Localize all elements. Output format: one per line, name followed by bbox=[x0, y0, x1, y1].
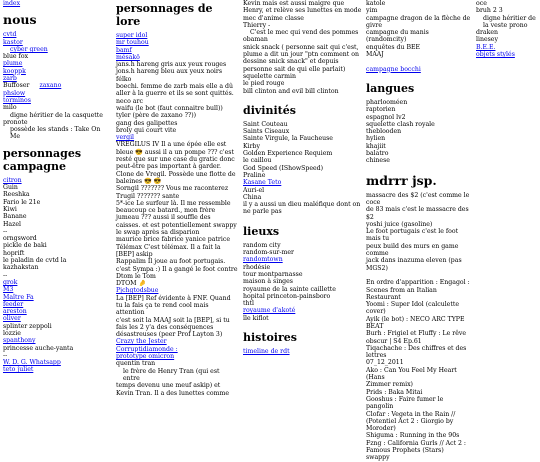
list-link[interactable]: B.E.E. bbox=[476, 43, 496, 51]
list-item: jons.h hareng bleu aux yeux noirs bbox=[116, 68, 223, 76]
list-item: Kevin Tran. Il a des lunettes comme bbox=[116, 389, 230, 397]
list-item: campagne du manis (randomcity) bbox=[366, 29, 429, 44]
list-link[interactable]: cyber green bbox=[10, 45, 48, 53]
heading-lieux: lieuxs bbox=[243, 224, 280, 238]
list-item: milo bbox=[3, 104, 17, 112]
misc-list bbox=[476, 0, 538, 58]
divinites-list bbox=[243, 121, 363, 216]
list-link[interactable]: torminos bbox=[3, 96, 31, 104]
list-item bbox=[366, 272, 471, 279]
heading-mdrrr-jsp: mdrrr jsp. bbox=[366, 172, 437, 188]
list-item: Ayik (le bot) : NECO ARC TYPE bbox=[366, 315, 465, 323]
list-item: peut-être pas important à garder. bbox=[116, 163, 221, 171]
list-item: raptorien bbox=[366, 106, 396, 114]
list-item: tour montparnasse bbox=[243, 270, 303, 278]
list-link[interactable]: Kasane Teto bbox=[243, 179, 282, 187]
list-item: personne sait de qui elle parlait) bbox=[243, 65, 346, 73]
list-item: espagnol lv2 bbox=[366, 113, 406, 121]
list-item: balatro bbox=[366, 150, 389, 158]
list-item: beaucoup ce batard., mon frère bbox=[116, 207, 216, 215]
list-item: yim bbox=[366, 7, 378, 15]
list-item: baleines 😎 😎 bbox=[116, 177, 162, 185]
list-item: Famous Prophets (Stars) bbox=[366, 447, 444, 455]
campaign-list bbox=[3, 177, 111, 374]
list-link[interactable]: M3 bbox=[3, 286, 14, 294]
list-item: [BEP] askip bbox=[116, 250, 153, 258]
list-link[interactable]: spanthony bbox=[3, 337, 36, 345]
list-link[interactable]: timeline de rdt bbox=[243, 347, 290, 355]
list-link[interactable]: feeder bbox=[3, 300, 24, 308]
list-link[interactable]: objets stylés bbox=[476, 51, 515, 59]
list-item: Kiwi bbox=[3, 205, 17, 213]
column-misc bbox=[476, 0, 538, 405]
list-item: chinese bbox=[366, 157, 390, 165]
list-item: resté que sur une case du gratic donc bbox=[116, 156, 235, 164]
list-item: Le foot portugais c'est le foot mais tu bbox=[366, 228, 459, 243]
list-item: bleue 😎 aussi il a un pompe ??? c'est bbox=[116, 148, 234, 156]
list-item: waifu (le bot (faut connaitre bull)) bbox=[116, 104, 223, 112]
list-item: En ordre d'apparition : Engagol : bbox=[366, 279, 470, 287]
list-link[interactable]: areston bbox=[3, 308, 27, 316]
list-item: Buffoser bbox=[3, 82, 30, 90]
list-item: -- bbox=[3, 351, 8, 359]
list-item: Prids : Baka Mitai bbox=[366, 388, 423, 396]
list-item: le swap après sa disparion bbox=[116, 229, 200, 237]
heading-personnages-de-lore: personnages de lore bbox=[116, 2, 213, 28]
list-item: Fzng : California Gurls // Act 2 : bbox=[366, 439, 467, 447]
list-item: fais les 2 y'a des conséquences bbox=[116, 323, 214, 331]
list-link[interactable]: mr touhou bbox=[116, 39, 149, 47]
column-divinites bbox=[243, 0, 363, 405]
list-item: La [BEP] Ref évidente à FNF. Quand bbox=[116, 294, 231, 302]
list-item: -- bbox=[3, 271, 8, 279]
column-nous bbox=[3, 0, 111, 405]
list-item: Kirby bbox=[243, 142, 261, 150]
heading-personnages-campagne: personnages campagne bbox=[3, 146, 82, 173]
list-item: Auri-el bbox=[243, 186, 265, 194]
list-item: BEAT bbox=[366, 322, 384, 330]
list-item: c'est soit la MAAJ soit la [BEP], si tu bbox=[116, 316, 230, 324]
list-link[interactable]: teto juliet bbox=[3, 366, 34, 374]
list-item: draken bbox=[476, 29, 499, 37]
heading-histoires: histoires bbox=[243, 330, 297, 344]
list-item: Golden Experience Requiem bbox=[243, 150, 333, 158]
list-item: orngsword bbox=[3, 235, 37, 243]
list-item: le caillou bbox=[243, 157, 272, 165]
list-item: princesse auche-yanta bbox=[3, 344, 74, 352]
list-item: digne héritier de la veste prono bbox=[483, 14, 536, 29]
list-item: broly qui court vite bbox=[116, 126, 177, 134]
list-link[interactable]: Crazy the Jester bbox=[116, 338, 167, 346]
list-link[interactable]: plume bbox=[3, 60, 23, 68]
list-link[interactable]: citron bbox=[3, 176, 22, 184]
list-item: c'est Sympa :) Il a gangé le foot contre bbox=[116, 265, 238, 273]
list-item: Gooshus : Faire fumer le pangolin bbox=[366, 395, 444, 411]
list-item: royaume de la sainte caillette bbox=[243, 285, 336, 293]
list-item: swappy bbox=[366, 454, 390, 462]
list-item: ne parle pas bbox=[243, 208, 282, 216]
list-item: 07_12_2011 bbox=[366, 359, 404, 367]
list-item: Henry, et relève ses lunettes en mode bbox=[243, 7, 362, 15]
column-langues bbox=[366, 0, 471, 462]
list-link[interactable]: grok bbox=[3, 278, 18, 286]
list-item: Praline bbox=[243, 171, 266, 179]
list-item: blue fox bbox=[3, 53, 29, 61]
list-item: peux build des murs en game comme bbox=[366, 242, 459, 258]
list-item: random city bbox=[243, 241, 281, 249]
list-item: tu la fais ça te rend cool mais attention bbox=[116, 301, 209, 317]
list-item: Tiqachache : Des chiffres et des lettres bbox=[366, 344, 467, 360]
list-item: caisses. et est potentiellement swappy bbox=[116, 221, 237, 229]
list-item: khajiit bbox=[366, 142, 386, 150]
list-link[interactable]: super idol bbox=[116, 32, 148, 39]
list-link[interactable]: kastor bbox=[3, 38, 23, 46]
list-item: Télémax C'est télémax. Il a fait la bbox=[116, 243, 221, 251]
list-link[interactable]: phslow bbox=[3, 89, 26, 97]
lore-list bbox=[116, 32, 238, 397]
list-item: le frère de Henry Tran (qui est entre bbox=[123, 367, 220, 382]
list-item: hopital princeton-painsboro bbox=[243, 292, 331, 300]
column-lore bbox=[116, 0, 238, 405]
list-item: temps devenu une meuf askip) et bbox=[116, 382, 221, 390]
list-item: il y a aussi un dieu maléfique dont on bbox=[243, 201, 361, 209]
list-item: 5*-ice Le surfeur là. Il me ressemble bbox=[116, 199, 231, 207]
list-item: Trugil ??????? sante bbox=[116, 192, 180, 200]
list-item: tyler (père de zaxano ??)) bbox=[116, 112, 197, 120]
list-item: Ako : Can You Feel My Heart (Hans bbox=[366, 366, 457, 382]
list-item: digne héritier de la casquette bbox=[10, 111, 103, 119]
heading-divinites: divinités bbox=[243, 103, 296, 117]
list-item: Rappalim Il joue au foot portugais. bbox=[116, 258, 226, 266]
list-item: Zimmer remix) bbox=[366, 381, 413, 389]
list-item: plume a dit un jour "ptn comment on bbox=[243, 51, 359, 59]
list-item: katole bbox=[366, 0, 386, 7]
list-item: gang des galipettes bbox=[116, 119, 178, 127]
list-item: de 83 mais c'est le massacre des $2 bbox=[366, 206, 469, 221]
langues-list bbox=[366, 99, 471, 165]
list-item: VREGILUS IV Il a une épée elle est bbox=[116, 141, 227, 149]
list-item: squelette clash royale bbox=[366, 120, 435, 128]
list-item: random-sur-mer bbox=[243, 249, 294, 257]
list-item: possède les stands : Take On Me bbox=[10, 126, 101, 141]
list-item: aller à la guerre et ils se sont quittés. bbox=[116, 90, 234, 98]
list-item: Dtom le Tom bbox=[116, 272, 156, 280]
list-item: Sorngil ??????? Vous me raconterez bbox=[116, 185, 229, 193]
list-item: Clone de Vregil. Possède une flotte de bbox=[116, 170, 236, 178]
list-item: le paladin de cvtd la bbox=[3, 257, 67, 265]
list-link[interactable]: prototype omicron bbox=[116, 353, 175, 361]
list-item: Scenes from an Italian Restaurant bbox=[366, 286, 437, 301]
list-item: God Speed (IShowSpeed) bbox=[243, 164, 324, 172]
list-item: jans.h hareng gris aux yeux rouges bbox=[116, 61, 227, 69]
list-item: lozzie bbox=[3, 329, 21, 337]
heading-langues: langues bbox=[366, 81, 415, 95]
list-item: hoprift bbox=[3, 249, 25, 257]
list-item: squelette carmin bbox=[243, 72, 296, 80]
list-item: C'est le mec qui vend des pommes bbox=[250, 29, 359, 37]
list-item: Guin bbox=[3, 184, 18, 192]
list-item: Thierry - bbox=[243, 21, 271, 29]
list-item: Kevin mais est aussi maigre que bbox=[243, 0, 345, 7]
list-link[interactable]: cvtd bbox=[3, 31, 17, 39]
list-item: splinter zeppoli bbox=[3, 322, 52, 330]
list-link[interactable]: kooppk bbox=[3, 67, 26, 75]
list-link[interactable]: oliver bbox=[3, 315, 21, 323]
list-item: yoshi juice (gasoline) bbox=[366, 220, 433, 228]
list-item: bruh 2 3 bbox=[476, 7, 503, 15]
histoires-list bbox=[243, 348, 363, 355]
list-item: snick snack ( personne sait qui c'est, bbox=[243, 43, 359, 51]
list-link[interactable]: randomtown bbox=[243, 256, 283, 264]
campaigns-list bbox=[366, 0, 471, 73]
list-item: quentin tran bbox=[116, 360, 156, 368]
list-item: désastreuses (peer Prof Layton 3) bbox=[116, 331, 223, 339]
list-item: DTOM 🤌 bbox=[116, 280, 147, 288]
list-item: Reeshka bbox=[3, 191, 30, 199]
list-item: MAAJ bbox=[366, 51, 384, 59]
list-item: theblooden bbox=[366, 128, 402, 136]
list-item: obscur | S4 Ep.61 bbox=[366, 337, 422, 345]
list-item: pharlooméen bbox=[366, 98, 408, 106]
list-item: Saints Ciseaux bbox=[243, 128, 290, 136]
list-item: neco arc bbox=[116, 97, 143, 105]
list-item: thtl bbox=[243, 300, 254, 308]
list-link[interactable]: royaume d'akoté bbox=[243, 307, 296, 315]
list-item: Sainte Virgule, la Faucheuse bbox=[243, 135, 333, 143]
list-item: rhodésie bbox=[243, 263, 271, 271]
list-item: maison à singes bbox=[243, 278, 293, 286]
list-item: enquêtes du BEE bbox=[366, 43, 421, 51]
list-item bbox=[366, 58, 471, 65]
list-item: Clofar : Vegeta in the Rain // bbox=[366, 410, 456, 418]
list-link[interactable]: bamf bbox=[116, 46, 132, 54]
list-item: boechi. femme de zarb mais elle a dû bbox=[116, 83, 233, 91]
list-link[interactable]: zarb bbox=[3, 75, 17, 83]
list-item: île kiflot bbox=[243, 314, 269, 322]
list-item: jack dans inazuma eleven (pas MGS2) bbox=[366, 257, 462, 272]
list-item: -- bbox=[3, 227, 8, 235]
list-item: Yoomi : Super Idol (calculette cover) bbox=[366, 301, 459, 316]
list-item: oce bbox=[476, 0, 487, 7]
list-item: obaman bbox=[243, 36, 268, 44]
lieux-list bbox=[243, 242, 363, 322]
list-item: pronote bbox=[3, 118, 28, 126]
mdrrr-list bbox=[366, 192, 471, 462]
list-item: mec d'anime classe bbox=[243, 14, 304, 22]
list-link[interactable]: mésakö bbox=[116, 53, 140, 61]
list-link[interactable]: Pjchgtodsbue bbox=[116, 287, 159, 295]
list-link[interactable]: W. D. G. Whatsapp bbox=[3, 359, 61, 367]
list-item: félko bbox=[116, 75, 132, 83]
list-item: (Potentiel Act 2 : Giorgio by Moroder) bbox=[366, 417, 454, 433]
list-item: le pied rouge bbox=[243, 80, 285, 88]
members-list bbox=[3, 31, 111, 140]
list-item: kazhakstan bbox=[3, 264, 39, 272]
list-item: campagne dragon de la flèche de givre bbox=[366, 14, 471, 29]
list-item: Shiguma : Running in the 90s bbox=[366, 432, 460, 440]
heading-nous: nous bbox=[3, 12, 37, 28]
list-item: Hazel bbox=[3, 220, 21, 228]
list-item: pickle de baki bbox=[3, 242, 47, 250]
list-item: dessine snick snack" et depuis bbox=[243, 58, 339, 66]
index-link[interactable]: index bbox=[3, 0, 21, 7]
list-item: Saint Couteau bbox=[243, 120, 288, 128]
list-item: maurice brice fabrice yanice patrice bbox=[116, 236, 230, 244]
list-link[interactable]: Corruptidiamonde : bbox=[116, 345, 178, 353]
list-item: Fario le 21e bbox=[3, 198, 41, 206]
list-item: jumeau ??? aussi il souffle des bbox=[116, 214, 211, 222]
list-link[interactable]: campagne bocchi bbox=[366, 65, 421, 73]
list-item: Banane bbox=[3, 213, 27, 221]
list-item: Burh : Frigiel et Fluffy : Le rêve bbox=[366, 330, 467, 338]
list-link[interactable]: vergil bbox=[116, 134, 135, 142]
list-item: hylien bbox=[366, 135, 386, 143]
list-item: China bbox=[243, 193, 262, 201]
list-item: massacre des $2 (c'est comme le coce bbox=[366, 191, 470, 206]
list-link[interactable]: zaxano bbox=[39, 82, 62, 90]
list-item: linesey bbox=[476, 36, 498, 44]
list-link[interactable]: Maître Fa bbox=[3, 293, 34, 301]
list-item: bill clinton and evil bill clinton bbox=[243, 87, 339, 95]
lore-continued-list bbox=[243, 0, 363, 95]
